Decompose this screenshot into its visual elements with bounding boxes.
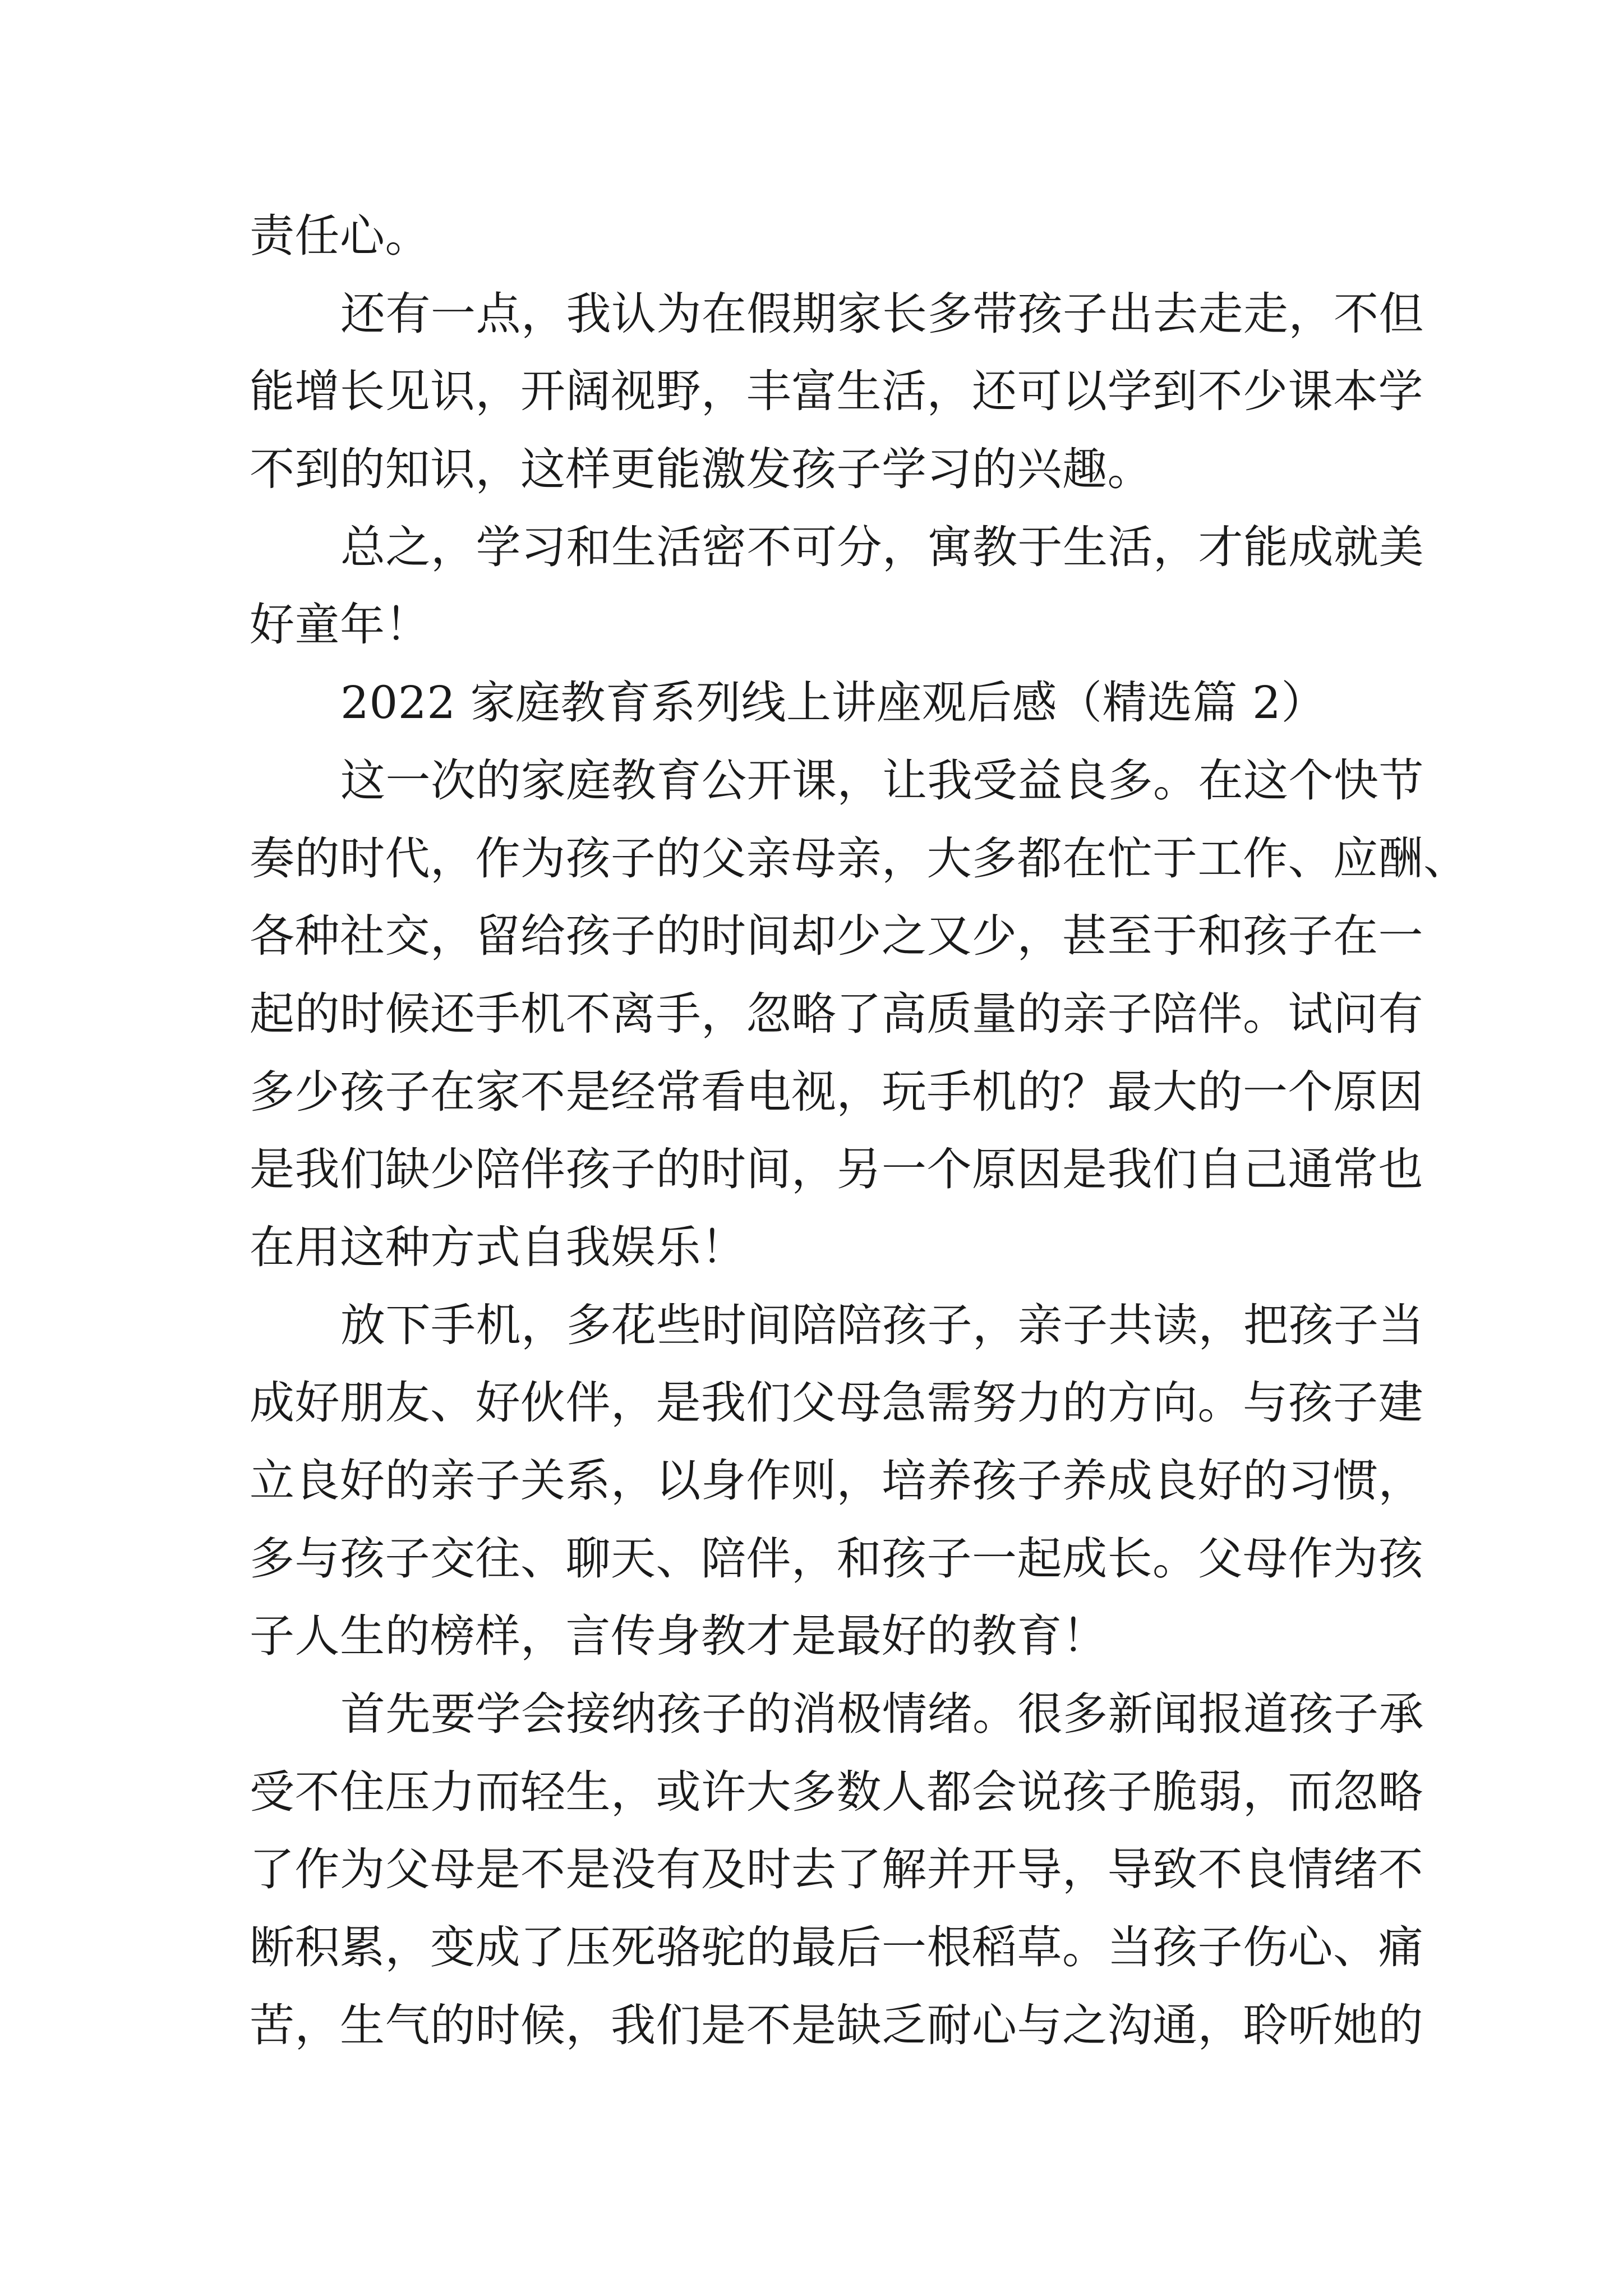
text-line: 责任心。: [250, 210, 430, 262]
text-line: 立良好的亲子关系，以身作则，培养孩子养成良好的习惯，: [250, 1455, 1423, 1507]
text-line: 总之，学习和生活密不可分，寓教于生活，才能成就美: [340, 521, 1424, 573]
text-line: 起的时候还手机不离手，忽略了高质量的亲子陪伴。试问有: [250, 987, 1423, 1040]
text-line: 好童年！: [250, 599, 430, 651]
section-heading: 2022 家庭教育系列线上讲座观后感（精选篇 2）: [340, 677, 1326, 729]
text-line: 这一次的家庭教育公开课，让我受益良多。在这个快节: [340, 754, 1424, 807]
text-line: 还有一点，我认为在假期家长多带孩子出去走走，不但: [340, 287, 1424, 340]
text-line: 断积累，变成了压死骆驼的最后一根稻草。当孩子伤心、痛: [250, 1921, 1423, 1974]
text-line: 受不住压力而轻生，或许大多数人都会说孩子脆弱，而忽略: [250, 1765, 1423, 1818]
text-line: 放下手机，多花些时间陪陪孩子，亲子共读，把孩子当: [340, 1299, 1424, 1351]
text-line: 子人生的榜样，言传身教才是最好的教育！: [250, 1610, 1108, 1663]
text-line: 苦，生气的时候，我们是不是缺乏耐心与之沟通，聆听她的: [250, 1999, 1423, 2051]
text-line: 成好朋友、好伙伴，是我们父母急需努力的方向。与孩子建: [250, 1377, 1423, 1429]
text-line: 能增长见识，开阔视野，丰富生活，还可以学到不少课本学: [250, 365, 1423, 418]
text-line: 在用这种方式自我娱乐！: [250, 1221, 746, 1273]
text-line: 奏的时代，作为孩子的父亲母亲，大多都在忙于工作、应酬、: [250, 832, 1469, 885]
text-line: 首先要学会接纳孩子的消极情绪。很多新闻报道孩子承: [340, 1688, 1424, 1741]
text-line: 各种社交，留给孩子的时间却少之又少，甚至于和孩子在一: [250, 910, 1423, 963]
text-line: 是我们缺少陪伴孩子的时间，另一个原因是我们自己通常也: [250, 1143, 1423, 1196]
text-line: 多少孩子在家不是经常看电视，玩手机的？最大的一个原因: [250, 1065, 1423, 1118]
text-line: 多与孩子交往、聊天、陪伴，和孩子一起成长。父母作为孩: [250, 1532, 1423, 1585]
document-body: [250, 197, 1469, 2065]
text-line: 了作为父母是不是没有及时去了解并开导，导致不良情绪不: [250, 1843, 1423, 1896]
text-line: 不到的知识，这样更能激发孩子学习的兴趣。: [250, 443, 1152, 496]
